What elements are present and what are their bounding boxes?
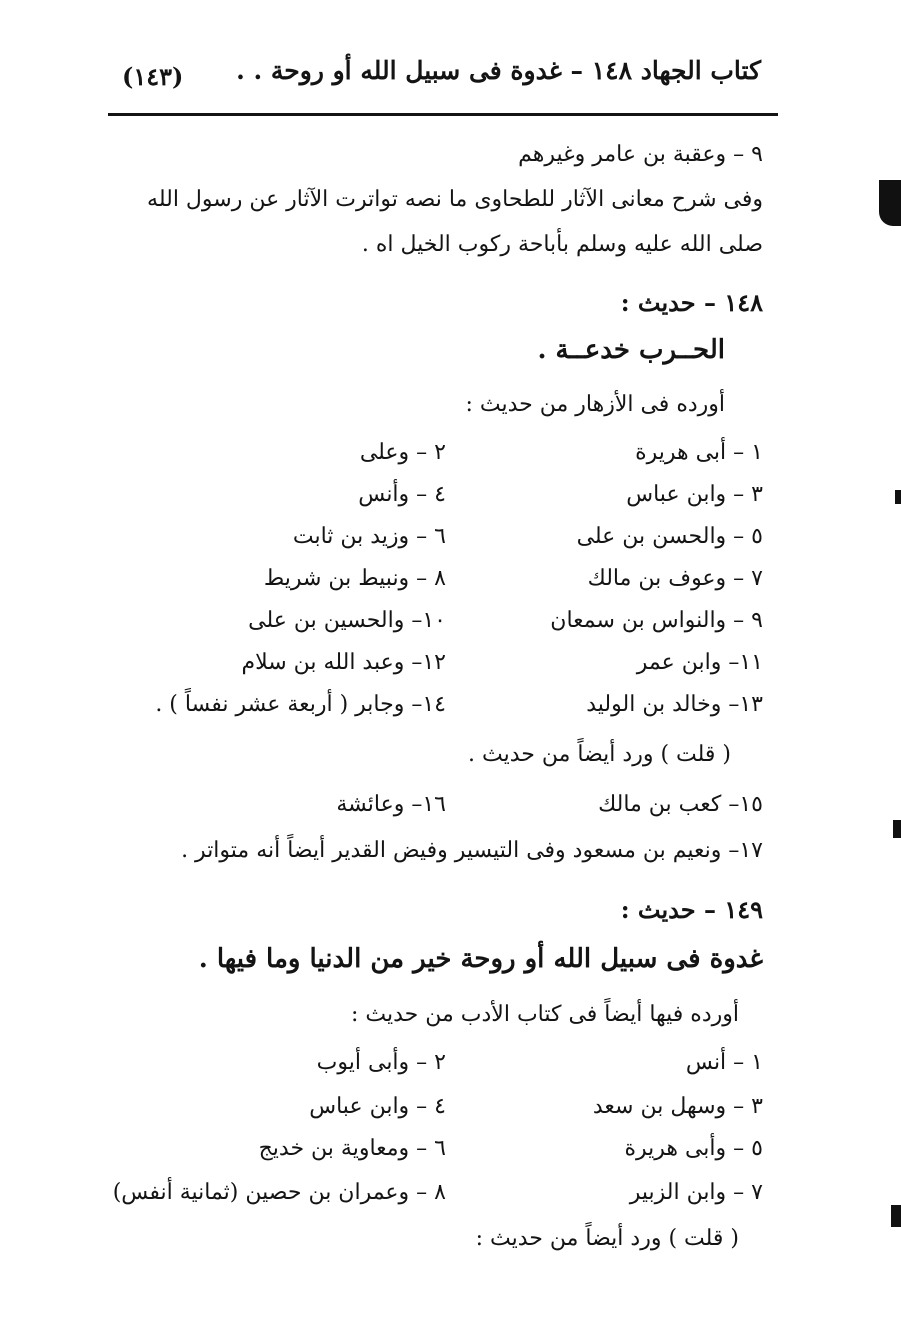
intro-line-2: وفى شرح معانى الآثار للطحاوى ما نصه تواترت الآثار عن رسول الله (147, 187, 763, 212)
narrator-11: ١١– وابن عمر (636, 650, 763, 675)
narrator-149-2: ٢ – وأبى أيوب (316, 1050, 446, 1075)
hadith-149-text: غدوة فى سبيل الله أو روحة خير من الدنيا وما فيها . (198, 944, 763, 974)
narrator-8: ٨ – ونبيط بن شريط (263, 566, 446, 591)
narrator-149-7: ٧ – وابن الزبير (629, 1180, 763, 1205)
narrator-5: ٥ – والحسن بن على (576, 524, 763, 549)
scan-edge-mark (895, 490, 901, 504)
intro-line-1: ٩ – وعقبة بن عامر وغيرهم (518, 142, 763, 167)
scan-edge-mark (891, 1205, 901, 1227)
header-rule (108, 113, 778, 116)
narrator-17-closing: ١٧– ونعيم بن مسعود وفى التيسير وفيض القدير أيضاً أنه متواتر . (181, 838, 763, 863)
scan-edge-mark (893, 820, 901, 838)
narrator-15: ١٥– كعب بن مالك (598, 792, 763, 817)
narrator-10: ١٠– والحسين بن على (248, 608, 446, 633)
page-number: (١٤٣) (122, 62, 184, 91)
hadith-148-heading: ١٤٨ – حديث : (620, 288, 763, 317)
hadith-148-source: أورده فى الأزهار من حديث : (465, 392, 725, 417)
narrator-149-4: ٤ – وابن عباس (309, 1094, 446, 1119)
narrator-12: ١٢– وعبد الله بن سلام (241, 650, 446, 675)
narrator-3: ٣ – وابن عباس (626, 482, 763, 507)
intro-line-3: صلى الله عليه وسلم بأباحة ركوب الخيل اه . (361, 232, 763, 257)
narrator-13: ١٣– وخالد بن الوليد (586, 692, 763, 717)
scan-edge-mark (879, 180, 901, 226)
narrator-4: ٤ – وأنس (358, 482, 446, 507)
narrator-149-5: ٥ – وأبى هريرة (624, 1136, 763, 1161)
narrator-14: ١٤– وجابر ( أربعة عشر نفساً ) . (155, 692, 446, 717)
hadith-149-note: ( قلت ) ورد أيضاً من حديث : (475, 1226, 739, 1251)
narrator-6: ٦ – وزيد بن ثابت (292, 524, 446, 549)
narrator-7: ٧ – وعوف بن مالك (587, 566, 763, 591)
narrator-149-3: ٣ – وسهل بن سعد (592, 1094, 763, 1119)
hadith-148-text: الحــرب خدعــة . (537, 335, 725, 365)
narrator-16: ١٦– وعائشة (336, 792, 446, 817)
hadith-149-heading: ١٤٩ – حديث : (620, 895, 763, 924)
narrator-9: ٩ – والنواس بن سمعان (550, 608, 763, 633)
narrator-1: ١ – أبى هريرة (635, 440, 763, 465)
running-header-title: كتاب الجهاد ١٤٨ – غدوة فى سبيل الله أو روحة . . (236, 56, 761, 85)
hadith-149-source: أورده فيها أيضاً فى كتاب الأدب من حديث : (350, 1002, 739, 1027)
narrator-2: ٢ – وعلى (359, 440, 446, 465)
narrator-149-1: ١ – أنس (685, 1050, 763, 1075)
narrator-149-8: ٨ – وعمران بن حصين (ثمانية أنفس) (112, 1180, 446, 1205)
narrator-149-6: ٦ – ومعاوية بن خديج (258, 1136, 446, 1161)
hadith-148-note: ( قلت ) ورد أيضاً من حديث . (468, 742, 731, 767)
